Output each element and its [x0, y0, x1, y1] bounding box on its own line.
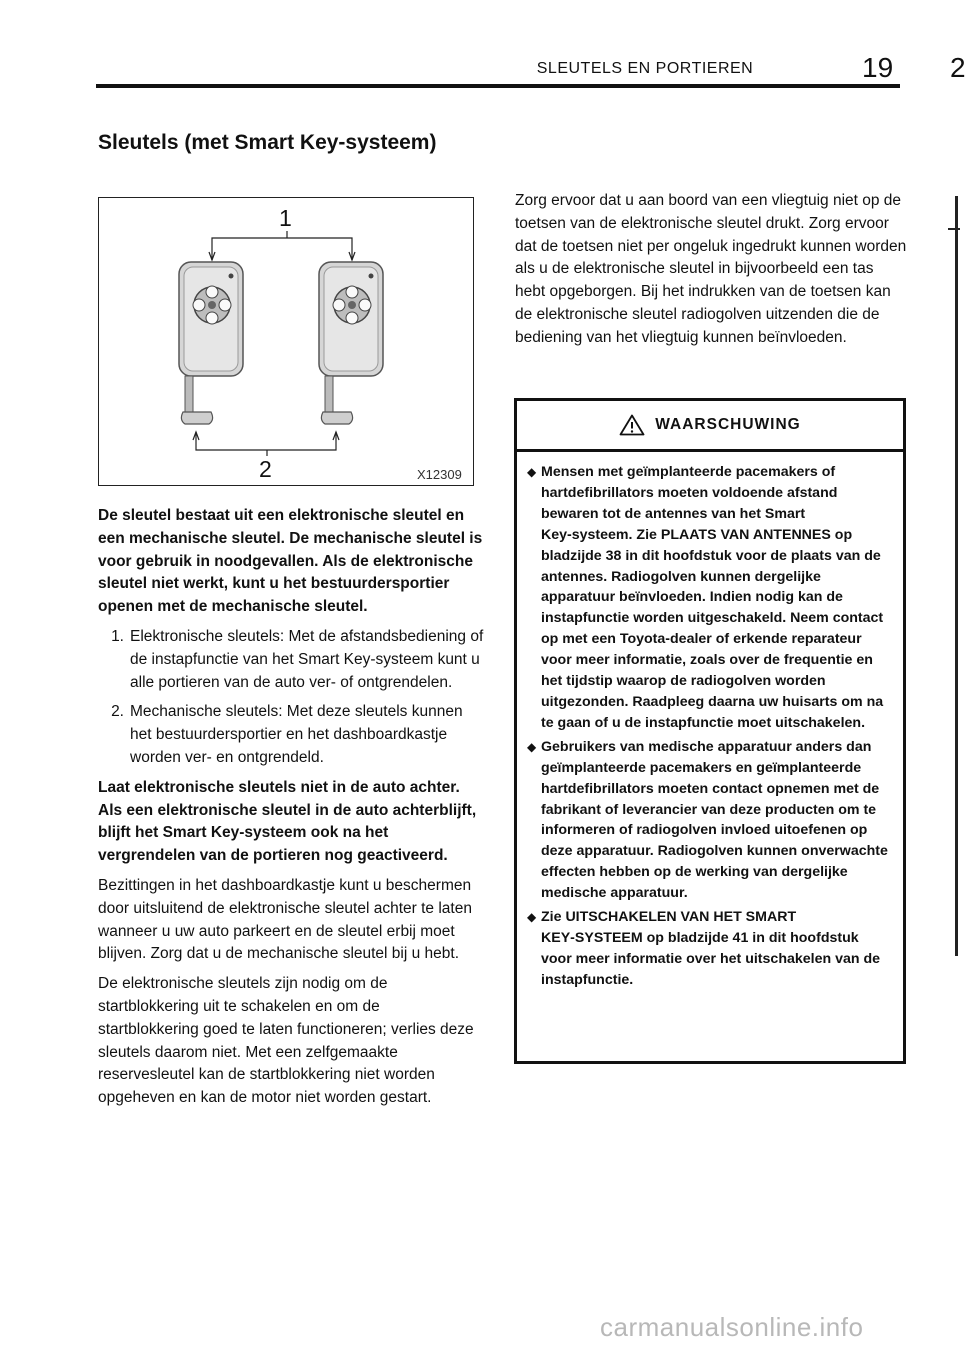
smart-key-right	[319, 262, 383, 424]
bold-note: Laat elektronische sleutels niet in de auto achter. Als een elektronische sleutel in de auto achterblijft, blijft het Smart Key‑systeem ook na het vergrendelen van de portieren nog geactiveerd.	[98, 778, 477, 865]
list-item-text: Mechanische sleutels: Met deze sleutels kunnen het bestuurdersportier en het dashboardkastje worden ver‑ en ontgrendeld.	[130, 703, 463, 766]
smart-key-left	[179, 262, 243, 424]
figure-label-1: 1	[279, 205, 292, 231]
right-column	[515, 190, 907, 350]
warning-bullet	[527, 462, 893, 734]
diamond-bullet-icon: ◆	[527, 465, 537, 479]
aircraft-paragraph: Zorg ervoor dat u aan boord van een vliegtuig niet op de toetsen van de elektronische sleutel drukt. Zorg ervoor dat de toetsen niet per ongeluk ingedrukt kunnen worden als u de elektronische sleutel in bijvoorbeeld een tas hebt opgeborgen. Bij het indrukken van de toetsen kan de elektronische sleutel radiogolven uitzenden die de bediening van het vliegtuig kunnen beïnvloeden.	[515, 192, 907, 346]
list-item	[98, 626, 484, 694]
diamond-bullet-icon: ◆	[527, 739, 537, 754]
list-item-number: 2.	[111, 703, 124, 721]
diamond-bullet-icon: ◆	[527, 910, 537, 925]
chapter-title: SLEUTELS EN PORTIEREN	[536, 60, 754, 77]
watermark: carmanualsonline.info	[600, 1312, 864, 1342]
body-paragraph: De elektronische sleutels zijn nodig om de startblokkering uit te schakelen en om de startblokkering goed te laten functioneren; verlies deze sleutels daarom niet. Met een zelfgemaakte reservesleutel kan de startblokkering niet worden opgeheven en kan de motor niet worden gestart.	[98, 975, 474, 1107]
left-column	[98, 505, 484, 1117]
section-title: Sleutels (met Smart Key‑systeem)	[98, 131, 437, 154]
warning-bullet	[527, 907, 893, 991]
warning-body	[517, 452, 903, 991]
key-figure	[98, 197, 474, 486]
warning-box	[514, 398, 906, 1064]
warning-bullet-text: Mensen met geïmplanteerde pacemakers of hartdefibrillators moeten voldoende afstand bewaren tot de antennes van het Smart Key‑systeem. Zie PLAATS VAN ANTENNES op bladzijde 38 in dit hoofdstuk voor de plaats van de antennes. Radiogolven kunnen dergelijke apparatuur beïnvloeden. Indien nodig kan de instapfunctie worden uitgeschakeld. Neem contact op met een Toyota‑dealer of erkende reparateur voor meer informatie, zoals over de frequentie en het tijdstip waarop de radiogolven worden uitgezonden. Raadpleeg daarna uw huisarts om na te gaan of u de instapfunctie moet uitschakelen.	[541, 464, 884, 731]
warning-bullet	[527, 737, 893, 904]
figure-label-2: 2	[259, 456, 272, 482]
figure-code: X12309	[417, 467, 462, 482]
list-item	[98, 701, 484, 769]
warning-bullet-text: Zie UITSCHAKELEN VAN HET SMART KEY‑SYSTEEM op bladzijde 41 in dit hoofdstuk voor meer informatie over het uitschakelen van de instapfunctie.	[541, 909, 881, 988]
header-rule	[96, 84, 900, 88]
list-item-number: 1.	[111, 627, 124, 645]
key-illustration	[99, 198, 473, 485]
body-paragraph: Bezittingen in het dashboardkastje kunt u beschermen door uitsluitend de elektronische sleutel achter te laten wanneer u uw auto parkeert en de sleutel erbij moet blijven. Zorg dat u de mechanische sleutel bij u hebt.	[98, 876, 472, 963]
intro-paragraph: De sleutel bestaat uit een elektronische sleutel en een mechanische sleutel. De mechanische sleutel is voor gebruik in noodgevallen. Als de elektronische sleutel niet werkt, kunt u het bestuurdersportier openen met de mechanische sleutel.	[98, 507, 483, 616]
side-tab-rule	[955, 196, 958, 956]
page-number: 19	[862, 52, 894, 83]
warning-title: WAARSCHUWING	[655, 416, 801, 433]
warning-triangle-icon	[619, 414, 645, 436]
warning-header	[517, 401, 903, 452]
side-tab-tick	[948, 228, 960, 230]
warning-bullet-text: Gebruikers van medische apparatuur anders dan geïmplanteerde pacemakers en geïmplanteerde hartdefibrillators moeten contact opnemen met de fabrikant of leverancier van deze producten om te informeren of radiogolven invloed uitoefenen op deze apparatuur. Radiogolven kunnen onverwachte effecten hebben op de werking van dergelijke medische apparatuur.	[541, 738, 888, 902]
page-number-cut: 2	[950, 52, 966, 83]
list-item-text: Elektronische sleutels: Met de afstandsbediening of de instapfunctie van het Smart Key‑systeem kunt u alle portieren van de auto ver‑ of ontgrendelen.	[130, 627, 484, 691]
